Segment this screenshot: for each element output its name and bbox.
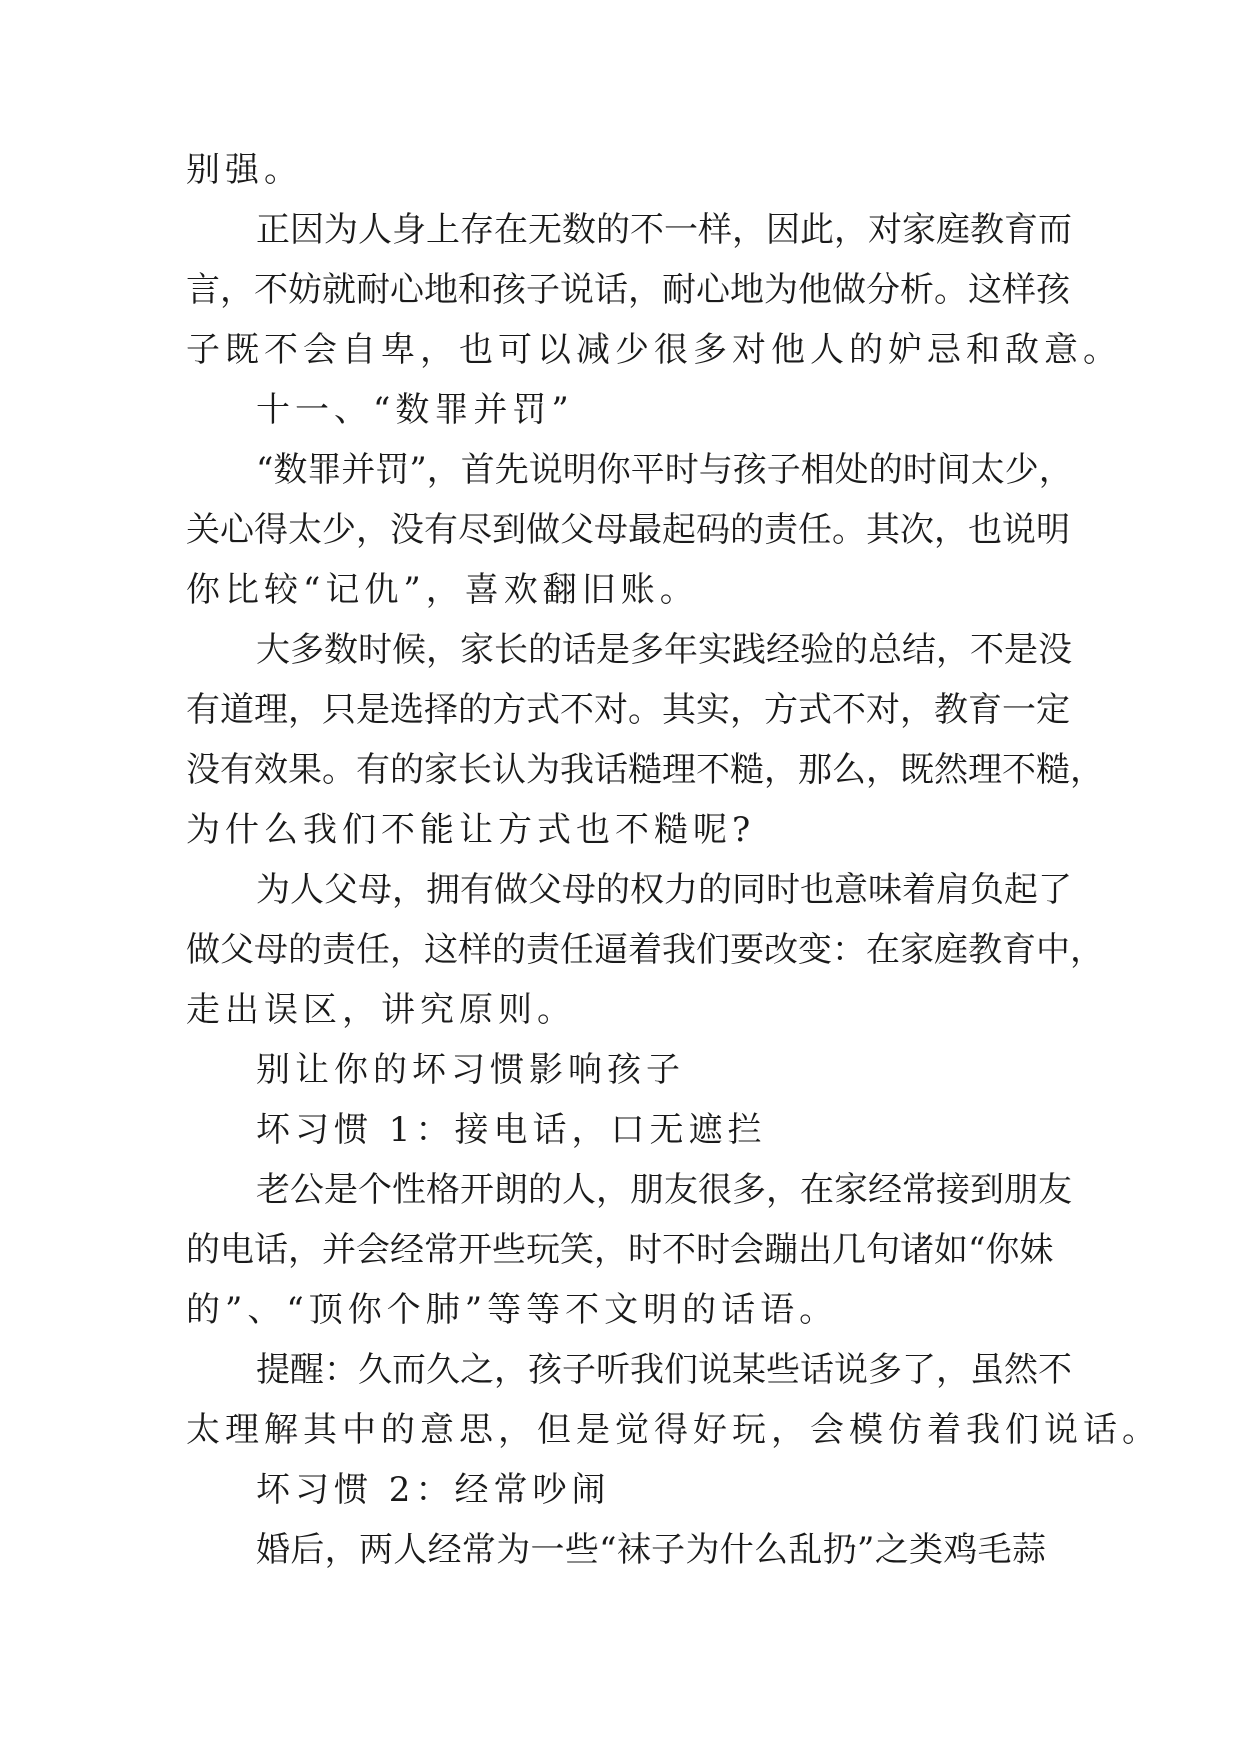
text-line: 别强。	[186, 150, 303, 190]
text-line: 老公是个性格开朗的人，朋友很多，在家经常接到朋友	[256, 1170, 1072, 1210]
text-line: 走出误区，讲究原则。	[186, 990, 576, 1030]
text-line: 子既不会自卑，也可以减少很多对他人的妒忌和敌意。	[186, 330, 1122, 370]
text-line: 的”、“顶你个肺”等等不文明的话语。	[186, 1290, 839, 1330]
text-line: 为人父母，拥有做父母的权力的同时也意味着肩负起了	[256, 870, 1072, 910]
text-line: 婚后，两人经常为一些“袜子为什么乱扔”之类鸡毛蒜	[256, 1530, 1046, 1570]
text-line: “数罪并罚”，首先说明你平时与孩子相处的时间太少，	[256, 450, 1073, 490]
text-line: 有道理，只是选择的方式不对。其实，方式不对，教育一定	[186, 690, 1070, 730]
text-line: 为什么我们不能让方式也不糙呢?	[186, 810, 756, 850]
text-line: 没有效果。有的家长认为我话糙理不糙，那么，既然理不糙，	[186, 750, 1104, 790]
text-line: 你比较“记仇”，喜欢翻旧账。	[186, 570, 699, 610]
text-line: 言，不妨就耐心地和孩子说话，耐心地为他做分析。这样孩	[186, 270, 1070, 310]
section-heading: 十一、“数罪并罚”	[256, 390, 574, 430]
text-line: 太理解其中的意思，但是觉得好玩，会模仿着我们说话。	[186, 1410, 1161, 1450]
text-line: 正因为人身上存在无数的不一样，因此，对家庭教育而	[256, 210, 1072, 250]
text-line: 的电话，并会经常开些玩笑，时不时会蹦出几句诸如“你妹	[186, 1230, 1054, 1270]
section-heading: 别让你的坏习惯影响孩子	[256, 1050, 685, 1090]
subsection-heading: 坏习惯 2：经常吵闹	[256, 1470, 611, 1510]
text-line: 提醒：久而久之，孩子听我们说某些话说多了，虽然不	[256, 1350, 1072, 1390]
text-line: 大多数时候，家长的话是多年实践经验的总结，不是没	[256, 630, 1072, 670]
text-line: 做父母的责任，这样的责任逼着我们要改变：在家庭教育中，	[186, 930, 1104, 970]
text-line: 关心得太少，没有尽到做父母最起码的责任。其次，也说明	[186, 510, 1070, 550]
subsection-heading: 坏习惯 1：接电话，口无遮拦	[256, 1110, 767, 1150]
